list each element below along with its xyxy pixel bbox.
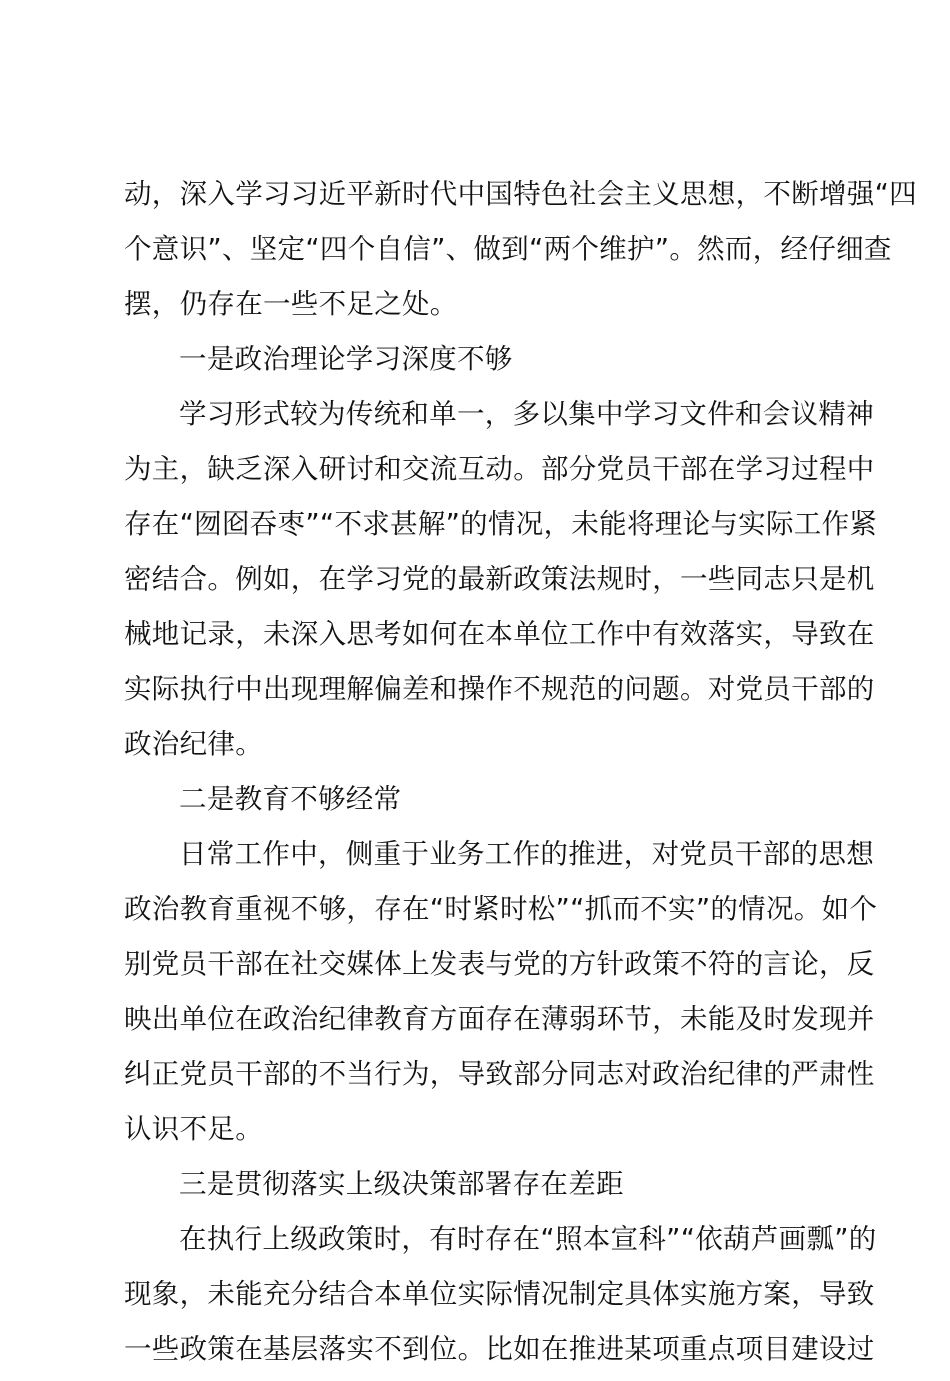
section-heading-3: 三是贯彻落实上级决策部署存在差距 — [179, 1168, 624, 1200]
paragraph-line: 政治纪律。 — [124, 728, 263, 760]
document-body — [124, 171, 917, 1381]
paragraph-line: 日常工作中，侧重于业务工作的推进，对党员干部的思想 — [179, 838, 874, 870]
paragraph-line: 映出单位在政治纪律教育方面存在薄弱环节，未能及时发现并 — [124, 1003, 875, 1035]
paragraph-line: 存在“囫囵吞枣”“不求甚解”的情况，未能将理论与实际工作紧 — [124, 508, 878, 540]
paragraph-line: 学习形式较为传统和单一，多以集中学习文件和会议精神 — [179, 398, 874, 430]
section-heading-1: 一是政治理论学习深度不够 — [179, 343, 513, 375]
paragraph-line: 摆，仍存在一些不足之处。 — [124, 288, 458, 320]
section-heading-2: 二是教育不够经常 — [179, 783, 402, 815]
paragraph-line: 政治教育重视不够，存在“时紧时松”“抓而不实”的情况。如个 — [124, 893, 878, 925]
paragraph-line: 纠正党员干部的不当行为，导致部分同志对政治纪律的严肃性 — [124, 1058, 875, 1090]
paragraph-line: 密结合。例如，在学习党的最新政策法规时，一些同志只是机 — [124, 563, 875, 595]
paragraph-line: 械地记录，未深入思考如何在本单位工作中有效落实，导致在 — [124, 618, 875, 650]
paragraph-line: 个意识”、坚定“四个自信”、做到“两个维护”。然而，经仔细查 — [124, 233, 892, 265]
paragraph-line: 为主，缺乏深入研讨和交流互动。部分党员干部在学习过程中 — [124, 453, 875, 485]
paragraph-line: 实际执行中出现理解偏差和操作不规范的问题。对党员干部的 — [124, 673, 875, 705]
paragraph-line: 动，深入学习习近平新时代中国特色社会主义思想，不断增强“四 — [124, 178, 917, 210]
paragraph-line: 认识不足。 — [124, 1113, 263, 1145]
paragraph-line: 一些政策在基层落实不到位。比如在推进某项重点项目建设过 — [124, 1333, 875, 1365]
paragraph-line: 在执行上级政策时，有时存在“照本宣科”“依葫芦画瓢”的 — [179, 1223, 877, 1255]
paragraph-line: 现象，未能充分结合本单位实际情况制定具体实施方案，导致 — [124, 1278, 875, 1310]
paragraph-line: 别党员干部在社交媒体上发表与党的方针政策不符的言论，反 — [124, 948, 875, 980]
